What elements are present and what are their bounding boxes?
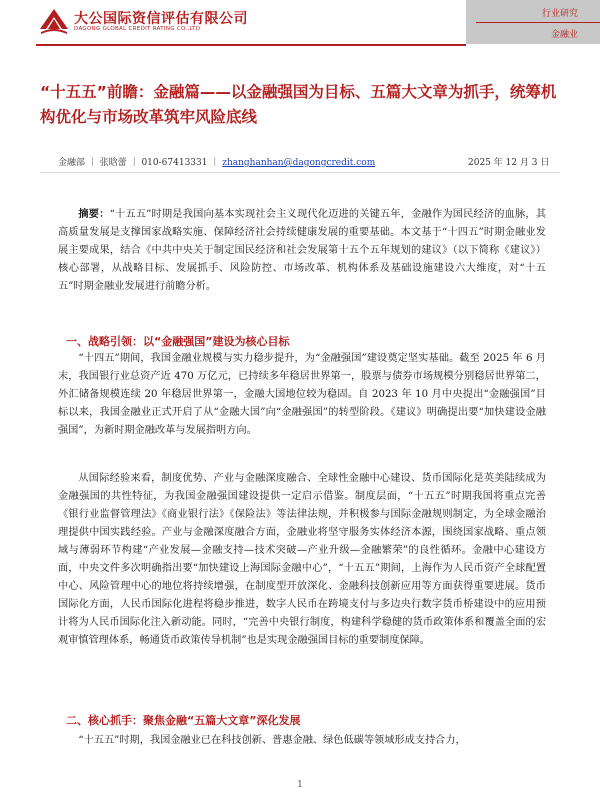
section-heading-2: 二、核心抓手：聚焦金融“五篇大文章”深化发展: [66, 714, 301, 727]
report-header: [0, 0, 600, 48]
section-1-paragraph-1: “十四五”期间，我国金融业规模与实力稳步提升，为“金融强国”建设奠定坚实基础。截至 2025 年 6 月末，我国银行业总资产近 470 万亿元，已持续多年稳居世界第一，股票与债券市场规模分别稳居世界第二，外汇储备规模连续 20 年稳居世界第一，金融大国地位较为稳固。自 2023 年 10 月中央提出“金融强国”目标以来，我国金融业正式开启了从“金融大国”向“金融强国”的转型阶段。《建议》明确提出要“加快建设金融强国”，为新时期金融改革与发展指明方向。: [58, 353, 546, 436]
section-heading-1: 一、战略引领：以“金融强国”建设为核心目标: [66, 335, 290, 348]
report-sector: 金融业: [550, 30, 578, 40]
author-line: [58, 155, 375, 168]
abstract-text: “十五五”时期是我国向基本实现社会主义现代化迈进的关键五年，金融作为国民经济的血脉，其高质量发展是支撑国家战略实施、保障经济社会持续健康发展的重要基础。本文基于“十四五”时期金融业发展主要成果，结合《中共中央关于制定国民经济和社会发展第十五个五年规划的建议》（以下简称《建议》）核心部署，从战略目标、发展抓手、风险防控、市场改革、机构体系及基础设施建设六大维度，对“十五五”时期金融业发展进行前瞻分析。: [58, 209, 547, 292]
category-divider: [476, 22, 600, 23]
report-title: “十五五”前瞻：金融篇——以金融强国为目标、五篇大文章为抓手，统筹机构优化与市场改革筑牢风险底线: [40, 83, 557, 126]
brand-name-en: DAGONG GLOBAL CREDIT RATING CO.,LTD: [74, 26, 201, 32]
header-rule: [36, 44, 466, 46]
dagong-logo-icon: [38, 7, 70, 37]
report-category: 行业研究: [541, 9, 578, 19]
abstract: [58, 206, 546, 296]
section-1-paragraph-2: 从国际经验来看，制度优势、产业与金融深度融合、全球性金融中心建设、货币国际化是英美陆续成为金融强国的共性特征，为我国金融强国建设提供一定启示借鉴。制度层面，“十五五”时期我国将重点完善《银行业监督管理法》《商业银行法》《保险法》等法律法规，并积极参与国际金融规则制定，为全球金融治理提供中国实践经验。产业与金融深度融合方面，金融业将坚守服务实体经济本源，围绕国家战略、重点领域与薄弱环节构建“产业发展—金融支持—技术突破—产业升级—金融繁荣”的良性循环。金融中心建设方面，中央文件多次明确指出要“加快建设上海国际金融中心”，“十五五”期间，上海作为人民币资产全球配置中心、风险管理中心的地位将持续增强，在制度型开放深化、金融科技创新应用等方面获得重要进展。货币国际化方面，人民币国际化进程将稳步推进，数字人民币在跨境支付与多边央行数字货币桥建设中的应用预计将为人民币国际化注入新动能。同时，“完善中央银行制度，构建科学稳健的货币政策体系和覆盖全面的宏观审慎管理体系，畅通货币政策传导机制”也是实现金融强国目标的重要制度保障。: [58, 473, 547, 646]
author-divider: [40, 172, 560, 173]
report-date: 2025 年 12 月 3 日: [468, 158, 550, 168]
section-2-paragraph-1: “十五五”时期，我国金融业已在科技创新、普惠金融、绿色低碳等领域形成支持合力，: [78, 735, 466, 746]
author-names: 金融部 ｜ 张晗蕾 ｜ 010-67413331 ｜: [58, 158, 220, 168]
report-category-box: [466, 0, 600, 44]
author-email-link[interactable]: zhanghanhan@dagongcredit.com: [222, 158, 376, 168]
abstract-label: 摘要：: [78, 209, 110, 220]
brand-name-cn: 大公国际资信评估有限公司: [74, 11, 248, 27]
page-number: 1: [297, 780, 303, 790]
